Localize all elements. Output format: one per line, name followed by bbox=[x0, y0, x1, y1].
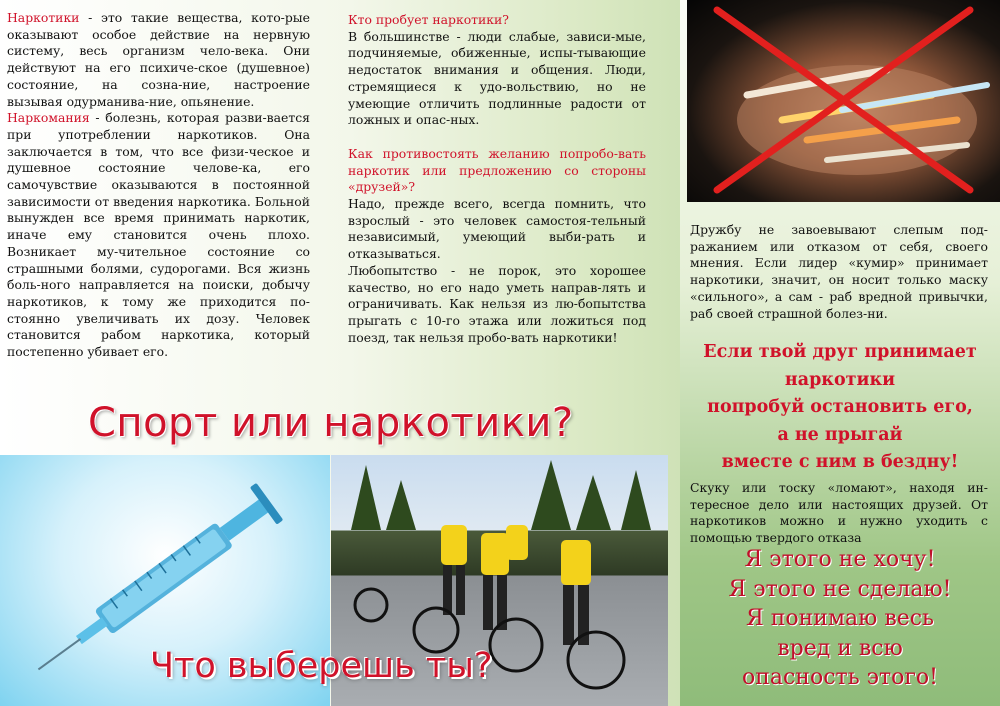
refusal-line: опасность этого! bbox=[741, 665, 939, 690]
column-boredom bbox=[690, 480, 988, 547]
refusal-line: Я этого не хочу! bbox=[744, 547, 936, 572]
slogan-line: Если твой друг принимает bbox=[703, 342, 977, 362]
term-addiction: Наркомания bbox=[7, 110, 90, 126]
answer-how-resist: Надо, прежде всего, всегда помнить, что взрослый - это человек самостоя-тельный независимый, умеющий выби-рать и отказываться. bbox=[348, 196, 646, 262]
question-block-2 bbox=[348, 146, 646, 263]
paragraph-friendship: Дружбу не завоевывают слепым под-ражанием или отказом от себя, своего мнения. Если лидер «кумир» принимает наркотики, значит, он носит только маску «сильного», а сам - раб вредной привычки, раб своей страшной болез-ни. bbox=[690, 222, 988, 321]
hand-syringes-illustration bbox=[687, 0, 1000, 202]
refusal-line: Я этого не сделаю! bbox=[728, 576, 952, 602]
answer-who-tries: В большинстве - люди слабые, зависи-мые, подчиняемые, обиженные, испы-тывающие недостаток внимания и общения. Люди, стремящиеся к удо-вольствию, но не умеющие отличить подлинные радости от ложных и опас-ных. bbox=[348, 28, 646, 128]
paragraph-boredom: Скуку или тоску «ломают», находя ин-тересное дело или настоящих друзей. От наркотиков можно и нужно уходить с помощью твердого отказа bbox=[690, 480, 988, 546]
refusal-statements bbox=[690, 545, 990, 693]
text-addiction: - болезнь, которая разви-вается при употреблении наркотиков. Она заключается в том, что все физи-ческое и душевное состояние челове-ка, его самочувствие оказываются в постоянной зависимости от введения наркотика. Больной вынужден все время принимать наркотик, иначе ему становится очень плохо. Возникает му-чительное состояние со страшными болями, судорогами. Вся жизнь боль-ного направляется на поиски, добычу наркотиков, к тому же приходится по-стоянно увеличивать их дозу. Человек становится рабом наркотика, который постепенно убивает его. bbox=[7, 110, 310, 360]
drugs-hand-photo bbox=[687, 0, 1000, 202]
paragraph-curiosity: Любопытство - не порок, это хорошее качество, но его надо уметь направ-лять и ограничивать. Как нельзя из лю-бопытства прыгать с 10-го этажа или ложиться под поезд, так нельзя пробо-вать наркотики! bbox=[348, 262, 646, 345]
slogan-line: наркотики bbox=[784, 369, 896, 390]
paragraph-narcotics bbox=[7, 10, 310, 110]
refusal-line: Я понимаю весь bbox=[745, 606, 935, 631]
refusal-line: вред и всю bbox=[777, 635, 903, 661]
term-narcotics: Наркотики bbox=[7, 10, 80, 25]
paragraph-addiction bbox=[7, 110, 310, 361]
main-heading: Спорт или наркотики? bbox=[88, 400, 574, 446]
bottom-question: Что выберешь ты? bbox=[150, 646, 493, 686]
text-narcotics: - это такие вещества, кото-рые оказывают особое действие на нервную систему, весь организм чело-века. Они действуют на его психиче-ское (душевное) состояние, на созна-ние, настроение вызывая одурманива-ние, опьянение. bbox=[7, 10, 310, 109]
slogan-stop-friend bbox=[690, 339, 990, 477]
question-who-tries: Кто пробует наркотики? bbox=[348, 12, 509, 27]
column-definitions bbox=[7, 10, 310, 361]
slogan-line: а не прыгай bbox=[777, 424, 903, 445]
slogan-line: вместе с ним в бездну! bbox=[721, 452, 959, 472]
column-questions bbox=[348, 12, 646, 346]
question-block-1 bbox=[348, 12, 646, 129]
question-how-resist: Как противостоять желанию попробо-вать наркотик или предложению со стороны «друзей»? bbox=[348, 145, 646, 195]
slogan-line: попробуй остановить его, bbox=[707, 397, 973, 417]
column-friendship bbox=[690, 222, 988, 322]
